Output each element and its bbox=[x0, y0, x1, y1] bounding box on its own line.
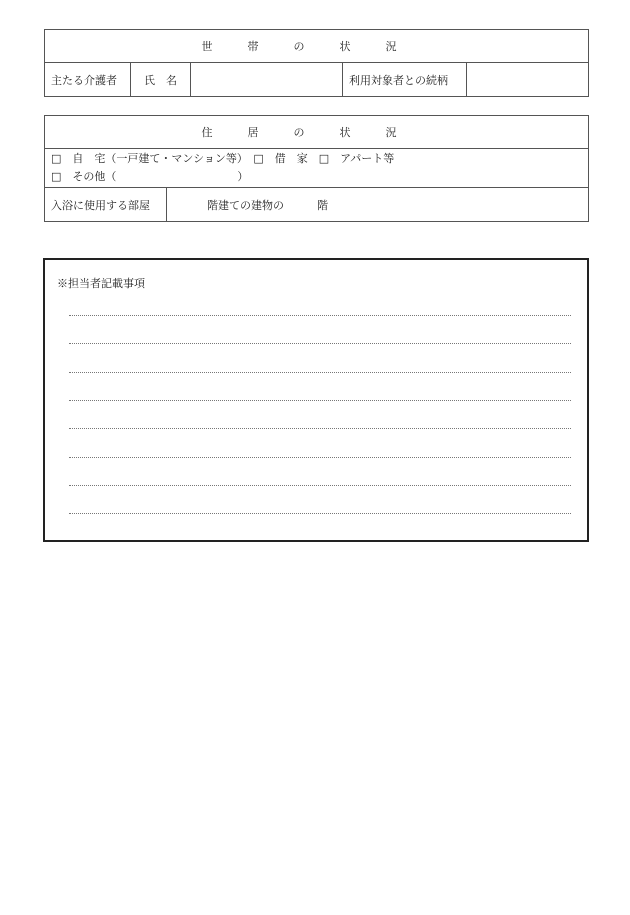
notes-line[interactable] bbox=[69, 372, 571, 373]
residence-table bbox=[44, 115, 589, 222]
notes-line[interactable] bbox=[69, 485, 571, 486]
name-field[interactable] bbox=[191, 63, 343, 97]
notes-line[interactable] bbox=[69, 343, 571, 344]
household-title: 世帯の状況 bbox=[45, 30, 589, 63]
relation-label: 利用対象者との続柄 bbox=[343, 63, 467, 97]
bath-room-label: 入浴に使用する部屋 bbox=[45, 188, 167, 222]
notes-line[interactable] bbox=[69, 428, 571, 429]
notes-line[interactable] bbox=[69, 457, 571, 458]
notes-line[interactable] bbox=[69, 400, 571, 401]
household-table bbox=[44, 29, 589, 97]
notes-line[interactable] bbox=[69, 315, 571, 316]
notes-line[interactable] bbox=[69, 513, 571, 514]
residence-options-line1[interactable]: □ 自 宅（一戸建て・マンション等） □ 借 家 □ アパート等 bbox=[51, 152, 395, 165]
residence-options-line2[interactable]: □ その他（ ） bbox=[51, 170, 249, 183]
notes-label: ※担当者記載事項 bbox=[57, 277, 145, 290]
name-label: 氏 名 bbox=[131, 63, 191, 97]
relation-field[interactable] bbox=[467, 63, 589, 97]
caregiver-label: 主たる介護者 bbox=[45, 63, 131, 97]
residence-title: 住居の状況 bbox=[45, 116, 589, 149]
residence-options bbox=[45, 149, 589, 188]
bath-room-value[interactable]: 階建ての建物の 階 bbox=[167, 188, 589, 222]
notes-box bbox=[43, 258, 589, 542]
